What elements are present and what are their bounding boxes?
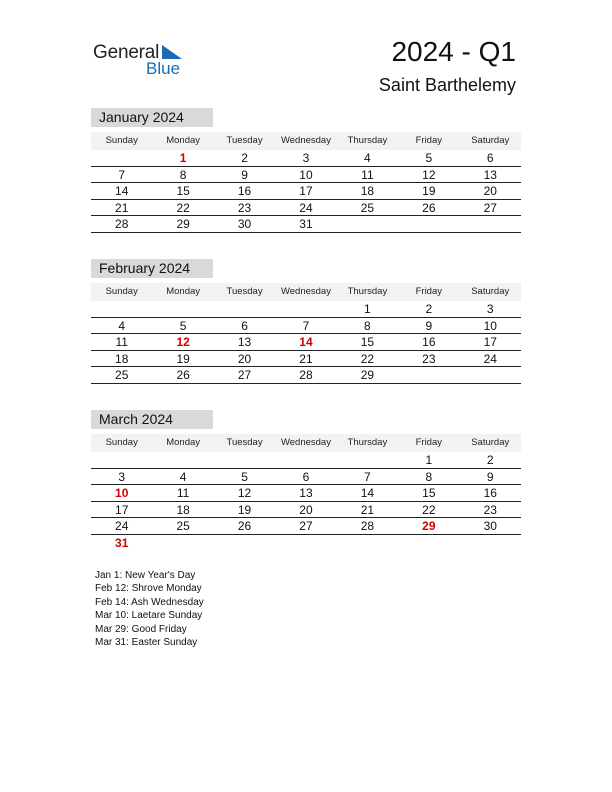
day-cell: 25 xyxy=(360,200,375,215)
day-cell: 23 xyxy=(237,200,252,215)
day-cell: 12 xyxy=(237,486,252,500)
day-cell: 11 xyxy=(176,486,190,500)
day-cell: 31 xyxy=(115,535,129,550)
day-cell: 20 xyxy=(299,502,313,517)
weekday-label: Sunday xyxy=(105,135,138,146)
day-cell: 23 xyxy=(483,502,497,517)
week-row xyxy=(91,502,521,519)
day-cell xyxy=(91,452,152,468)
month-block xyxy=(91,108,521,233)
day-cell: 19 xyxy=(176,351,190,366)
day-cell: 24 xyxy=(483,351,497,366)
weekday-label: Saturday xyxy=(471,135,510,146)
day-cell xyxy=(275,535,336,552)
week-row xyxy=(91,535,521,552)
day-cell: 15 xyxy=(360,335,375,349)
week-row xyxy=(91,452,521,469)
logo-triangle-icon xyxy=(162,45,182,59)
day-cell: 4 xyxy=(364,151,371,165)
logo xyxy=(93,42,193,78)
day-cell: 31 xyxy=(299,217,313,231)
day-cell: 11 xyxy=(115,335,128,349)
day-cell: 9 xyxy=(425,318,433,333)
week-row xyxy=(91,367,521,384)
day-cell xyxy=(337,452,398,468)
day-cell: 12 xyxy=(176,335,190,349)
day-cell: 12 xyxy=(422,167,436,182)
day-cell: 17 xyxy=(115,502,129,517)
day-cell: 3 xyxy=(486,302,494,316)
day-cell: 16 xyxy=(422,335,436,349)
holiday-item: Jan 1: New Year's Day xyxy=(95,570,196,581)
weekday-label: Wednesday xyxy=(280,135,331,146)
day-cell: 28 xyxy=(299,368,313,382)
day-cell: 10 xyxy=(115,486,129,500)
day-cell: 28 xyxy=(360,519,375,533)
day-cell: 17 xyxy=(299,184,313,198)
day-cell: 7 xyxy=(302,318,310,333)
weekday-label: Tuesday xyxy=(226,286,263,297)
day-cell xyxy=(91,150,152,166)
day-cell: 27 xyxy=(299,519,313,533)
day-cell: 1 xyxy=(364,302,371,316)
holiday-item: Mar 10: Laetare Sunday xyxy=(95,610,203,622)
day-cell xyxy=(275,301,336,317)
weekday-label: Sunday xyxy=(105,437,138,448)
day-cell xyxy=(214,535,275,552)
weekday-label: Tuesday xyxy=(226,437,263,448)
day-cell xyxy=(152,452,213,468)
day-cell: 13 xyxy=(237,335,252,349)
weekday-label: Saturday xyxy=(471,437,510,448)
day-cell: 2 xyxy=(486,453,494,467)
week-row xyxy=(91,518,521,535)
day-cell: 21 xyxy=(299,351,313,366)
week-row xyxy=(91,301,521,318)
holiday-item: Feb 12: Shrove Monday xyxy=(95,583,202,595)
week-row xyxy=(91,216,521,233)
weekday-label: Wednesday xyxy=(280,437,331,448)
day-cell: 13 xyxy=(483,167,497,182)
weekday-label: Thursday xyxy=(347,135,388,146)
day-cell xyxy=(460,367,521,383)
weekday-label: Saturday xyxy=(471,286,510,297)
weekday-header-row xyxy=(91,434,521,452)
day-cell: 28 xyxy=(115,217,129,231)
day-cell: 29 xyxy=(422,519,436,533)
day-cell: 14 xyxy=(360,486,375,500)
day-cell: 23 xyxy=(422,351,436,366)
day-cell: 25 xyxy=(176,519,190,533)
day-cell: 16 xyxy=(483,486,497,500)
month-title: February 2024 xyxy=(91,259,213,278)
month-title: January 2024 xyxy=(91,108,213,127)
day-cell: 29 xyxy=(176,217,190,231)
day-cell: 7 xyxy=(364,469,371,484)
day-cell: 26 xyxy=(237,519,252,533)
logo-word-general: General xyxy=(93,42,160,63)
day-cell: 21 xyxy=(115,200,129,215)
day-cell xyxy=(91,301,152,317)
weekday-header-row xyxy=(91,283,521,301)
day-cell: 11 xyxy=(361,167,374,182)
week-row xyxy=(91,200,521,217)
week-row xyxy=(91,469,521,486)
weekday-label: Friday xyxy=(415,437,443,448)
day-cell xyxy=(337,216,398,232)
day-cell: 2 xyxy=(425,302,433,316)
weekday-label: Thursday xyxy=(347,286,388,297)
day-cell: 18 xyxy=(176,502,190,517)
day-cell xyxy=(398,216,459,232)
day-cell: 20 xyxy=(483,184,497,198)
day-cell: 4 xyxy=(118,318,126,333)
day-cell xyxy=(214,301,275,317)
day-cell: 27 xyxy=(237,368,252,382)
day-cell xyxy=(152,535,213,552)
day-cell: 7 xyxy=(118,167,126,182)
day-cell: 26 xyxy=(422,200,436,215)
day-cell: 13 xyxy=(299,486,313,500)
holiday-item: Mar 31: Easter Sunday xyxy=(95,637,198,649)
week-row xyxy=(91,318,521,335)
weekday-label: Friday xyxy=(415,135,443,146)
day-cell: 1 xyxy=(425,453,433,467)
page-title: 2024 - Q1 xyxy=(391,36,516,67)
day-cell xyxy=(214,452,275,468)
day-cell: 10 xyxy=(483,318,497,333)
week-row xyxy=(91,183,521,200)
day-cell: 9 xyxy=(486,469,494,484)
day-cell: 22 xyxy=(422,502,436,517)
day-cell: 3 xyxy=(118,469,126,484)
weekday-label: Tuesday xyxy=(226,135,263,146)
logo-word-blue: Blue xyxy=(146,59,181,78)
day-cell: 5 xyxy=(179,318,187,333)
day-cell: 9 xyxy=(241,167,248,182)
weekday-header-row xyxy=(91,132,521,150)
day-cell: 27 xyxy=(483,200,497,215)
day-cell: 14 xyxy=(299,335,313,349)
week-row xyxy=(91,150,521,167)
month-block xyxy=(91,410,521,551)
weekday-label: Wednesday xyxy=(280,286,331,297)
day-cell: 17 xyxy=(483,335,497,349)
day-cell: 6 xyxy=(241,318,248,333)
week-row xyxy=(91,167,521,184)
day-cell: 14 xyxy=(115,184,129,198)
day-cell: 8 xyxy=(364,318,371,333)
weekday-label: Monday xyxy=(166,135,201,146)
weekday-label: Friday xyxy=(415,286,443,297)
day-cell: 15 xyxy=(176,184,190,198)
day-cell: 6 xyxy=(486,151,494,165)
day-cell xyxy=(460,535,521,552)
day-cell: 8 xyxy=(425,469,433,484)
day-cell xyxy=(460,216,521,232)
day-cell xyxy=(152,301,213,317)
month-block xyxy=(91,259,521,384)
day-cell: 18 xyxy=(115,351,129,366)
day-cell: 20 xyxy=(237,351,252,366)
day-cell: 6 xyxy=(302,469,310,484)
day-cell: 24 xyxy=(299,200,313,215)
day-cell: 21 xyxy=(360,502,375,517)
week-row xyxy=(91,334,521,351)
day-cell xyxy=(337,535,398,552)
day-cell: 30 xyxy=(237,217,252,231)
day-cell: 1 xyxy=(179,151,187,165)
day-cell: 19 xyxy=(422,184,436,198)
week-row xyxy=(91,485,521,502)
weekday-label: Thursday xyxy=(347,437,388,448)
weekday-label: Monday xyxy=(166,286,201,297)
day-cell: 5 xyxy=(241,469,248,484)
day-cell: 24 xyxy=(115,519,129,533)
day-cell: 25 xyxy=(115,368,129,382)
day-cell: 22 xyxy=(360,351,375,366)
day-cell: 18 xyxy=(360,184,375,198)
day-cell: 30 xyxy=(483,519,497,533)
week-row xyxy=(91,351,521,368)
day-cell: 16 xyxy=(237,184,252,198)
holiday-item: Mar 29: Good Friday xyxy=(95,623,187,635)
country-name: Saint Barthelemy xyxy=(378,75,516,95)
day-cell: 22 xyxy=(176,200,190,215)
day-cell xyxy=(275,452,336,468)
day-cell: 5 xyxy=(425,151,433,165)
day-cell: 4 xyxy=(179,469,187,484)
day-cell: 29 xyxy=(360,368,375,382)
month-title: March 2024 xyxy=(91,410,213,429)
day-cell: 8 xyxy=(179,167,187,182)
day-cell xyxy=(398,535,459,552)
holiday-list xyxy=(95,569,204,649)
day-cell: 19 xyxy=(237,502,252,517)
day-cell: 3 xyxy=(302,151,310,165)
day-cell: 26 xyxy=(176,368,190,382)
day-cell: 10 xyxy=(299,167,313,182)
weekday-label: Sunday xyxy=(105,286,138,297)
day-cell: 15 xyxy=(422,486,436,500)
holiday-item: Feb 14: Ash Wednesday xyxy=(95,596,204,608)
weekday-label: Monday xyxy=(166,437,201,448)
day-cell: 2 xyxy=(241,151,248,165)
day-cell xyxy=(398,367,459,383)
